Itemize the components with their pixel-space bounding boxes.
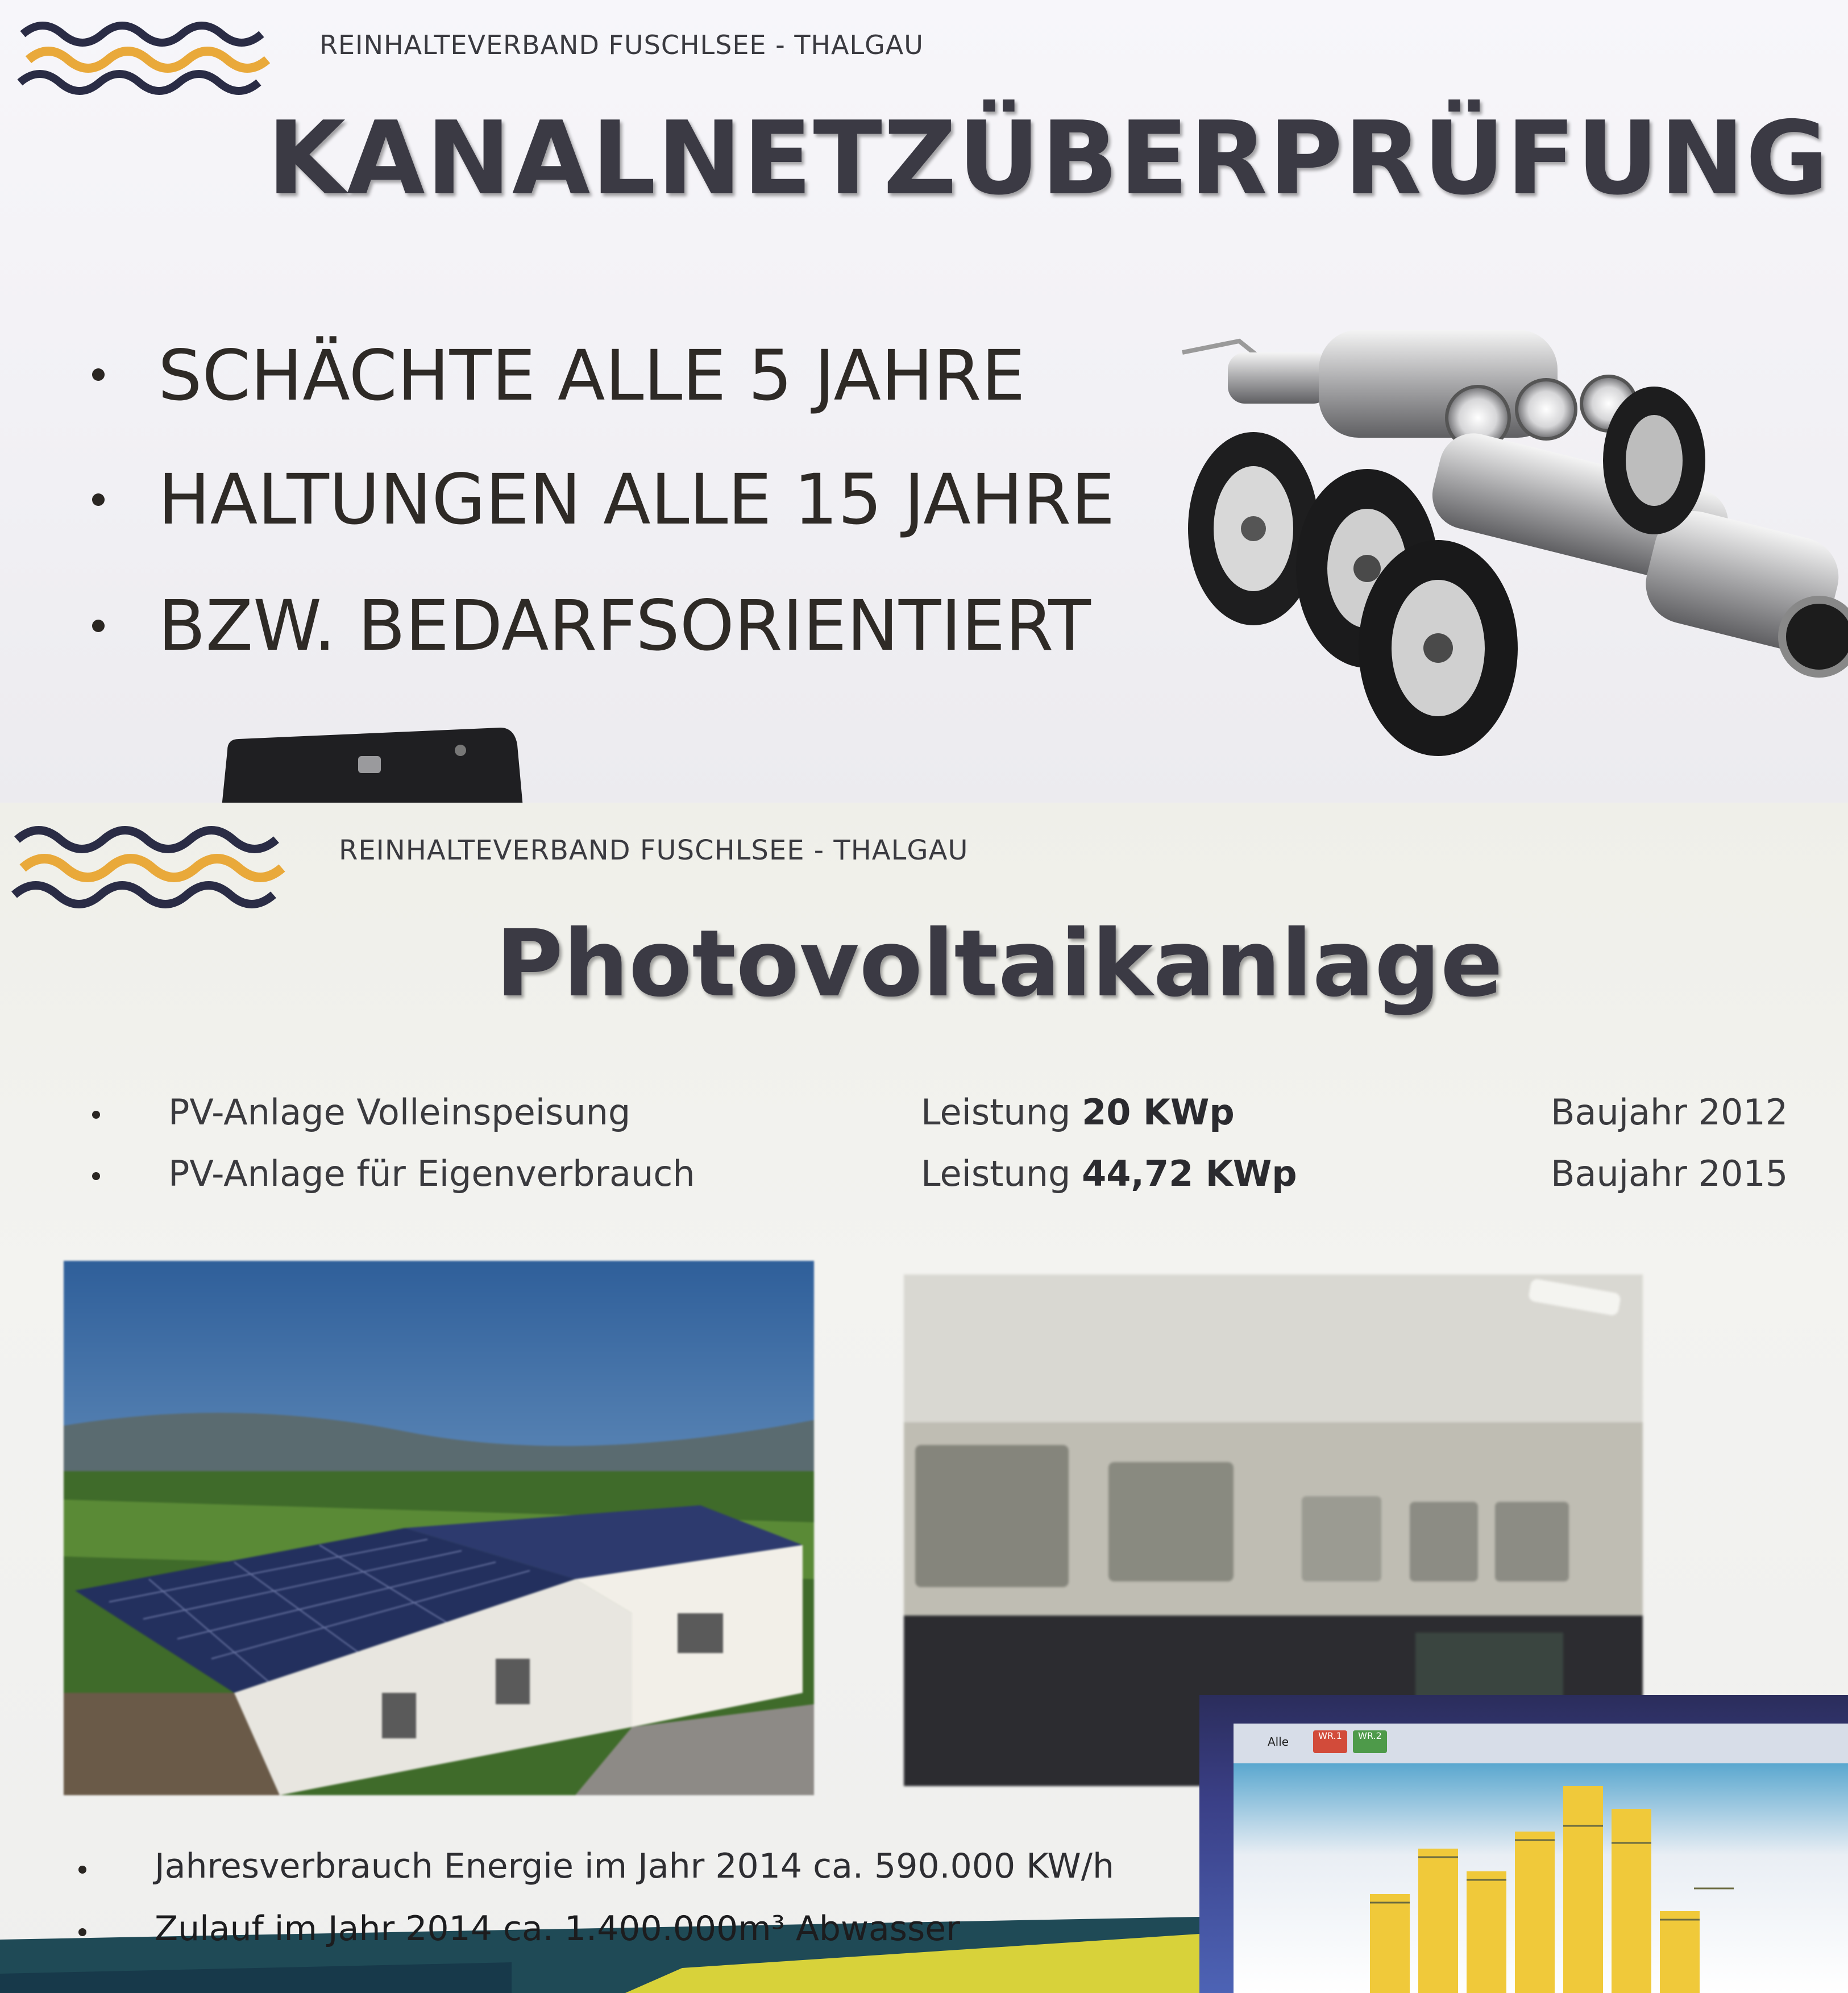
pv-row-name: PV-Anlage Volleinspeisung [168, 1091, 631, 1133]
pv-row-baujahr: Baujahr 2012 [1551, 1091, 1788, 1133]
bullet-bedarf: BZW. BEDARFSORIENTIERT [158, 586, 1091, 666]
robot-camera-icon [1160, 318, 1848, 773]
pv-row-name: PV-Anlage für Eigenverbrauch [168, 1153, 695, 1194]
bullet-dot [92, 493, 105, 506]
bullet-dot [92, 1172, 100, 1180]
laptop-icon [222, 728, 523, 803]
bullet-zulauf: Zulauf im Jahr 2014 ca. 1.400.000m³ Abwasser [155, 1909, 960, 1949]
photo-solar-roof [64, 1261, 814, 1795]
bullet-haltungen: HALTUNGEN ALLE 15 JAHRE [158, 459, 1115, 540]
bullet-dot [92, 368, 105, 381]
bullet-dot [78, 1866, 86, 1874]
chart-tab-wr2[interactable]: WR.2 [1353, 1730, 1387, 1753]
leistung-label: Leistung [921, 1153, 1071, 1194]
bullet-dot [92, 620, 105, 632]
page-title: KANALNETZÜBERPRÜFUNG [267, 99, 1830, 217]
leistung-value: 44,72 KWp [1082, 1153, 1297, 1194]
bullet-dot [78, 1928, 86, 1936]
leistung-label: Leistung [921, 1091, 1071, 1133]
chart-tab-wr1[interactable]: WR.1 [1313, 1730, 1347, 1753]
pv-row-baujahr: Baujahr 2015 [1551, 1153, 1788, 1194]
logo-waves-icon [17, 11, 273, 97]
pv-row-leistung [921, 1091, 1235, 1133]
leistung-value: 20 KWp [1082, 1091, 1235, 1133]
logo-waves-icon [11, 814, 290, 911]
slide-photovoltaik [0, 803, 1848, 1993]
slide-kanalnetz [0, 0, 1848, 803]
bullet-schaechte: SCHÄCHTE ALLE 5 JAHRE [158, 335, 1025, 416]
bullet-dot [92, 1111, 100, 1119]
chart-tab-alle[interactable]: Alle [1268, 1735, 1289, 1749]
org-name: REINHALTEVERBAND FUSCHLSEE - THALGAU [319, 30, 924, 60]
page-title: Photovoltaikanlage [496, 911, 1503, 1018]
bullet-jahresverbrauch: Jahresverbrauch Energie im Jahr 2014 ca. 590.000 KW/h [155, 1846, 1114, 1886]
chart-screenshot [1199, 1695, 1848, 1993]
org-name: REINHALTEVERBAND FUSCHLSEE - THALGAU [339, 834, 969, 866]
chart-bars [1347, 1775, 1847, 1993]
pv-row-leistung [921, 1153, 1297, 1194]
